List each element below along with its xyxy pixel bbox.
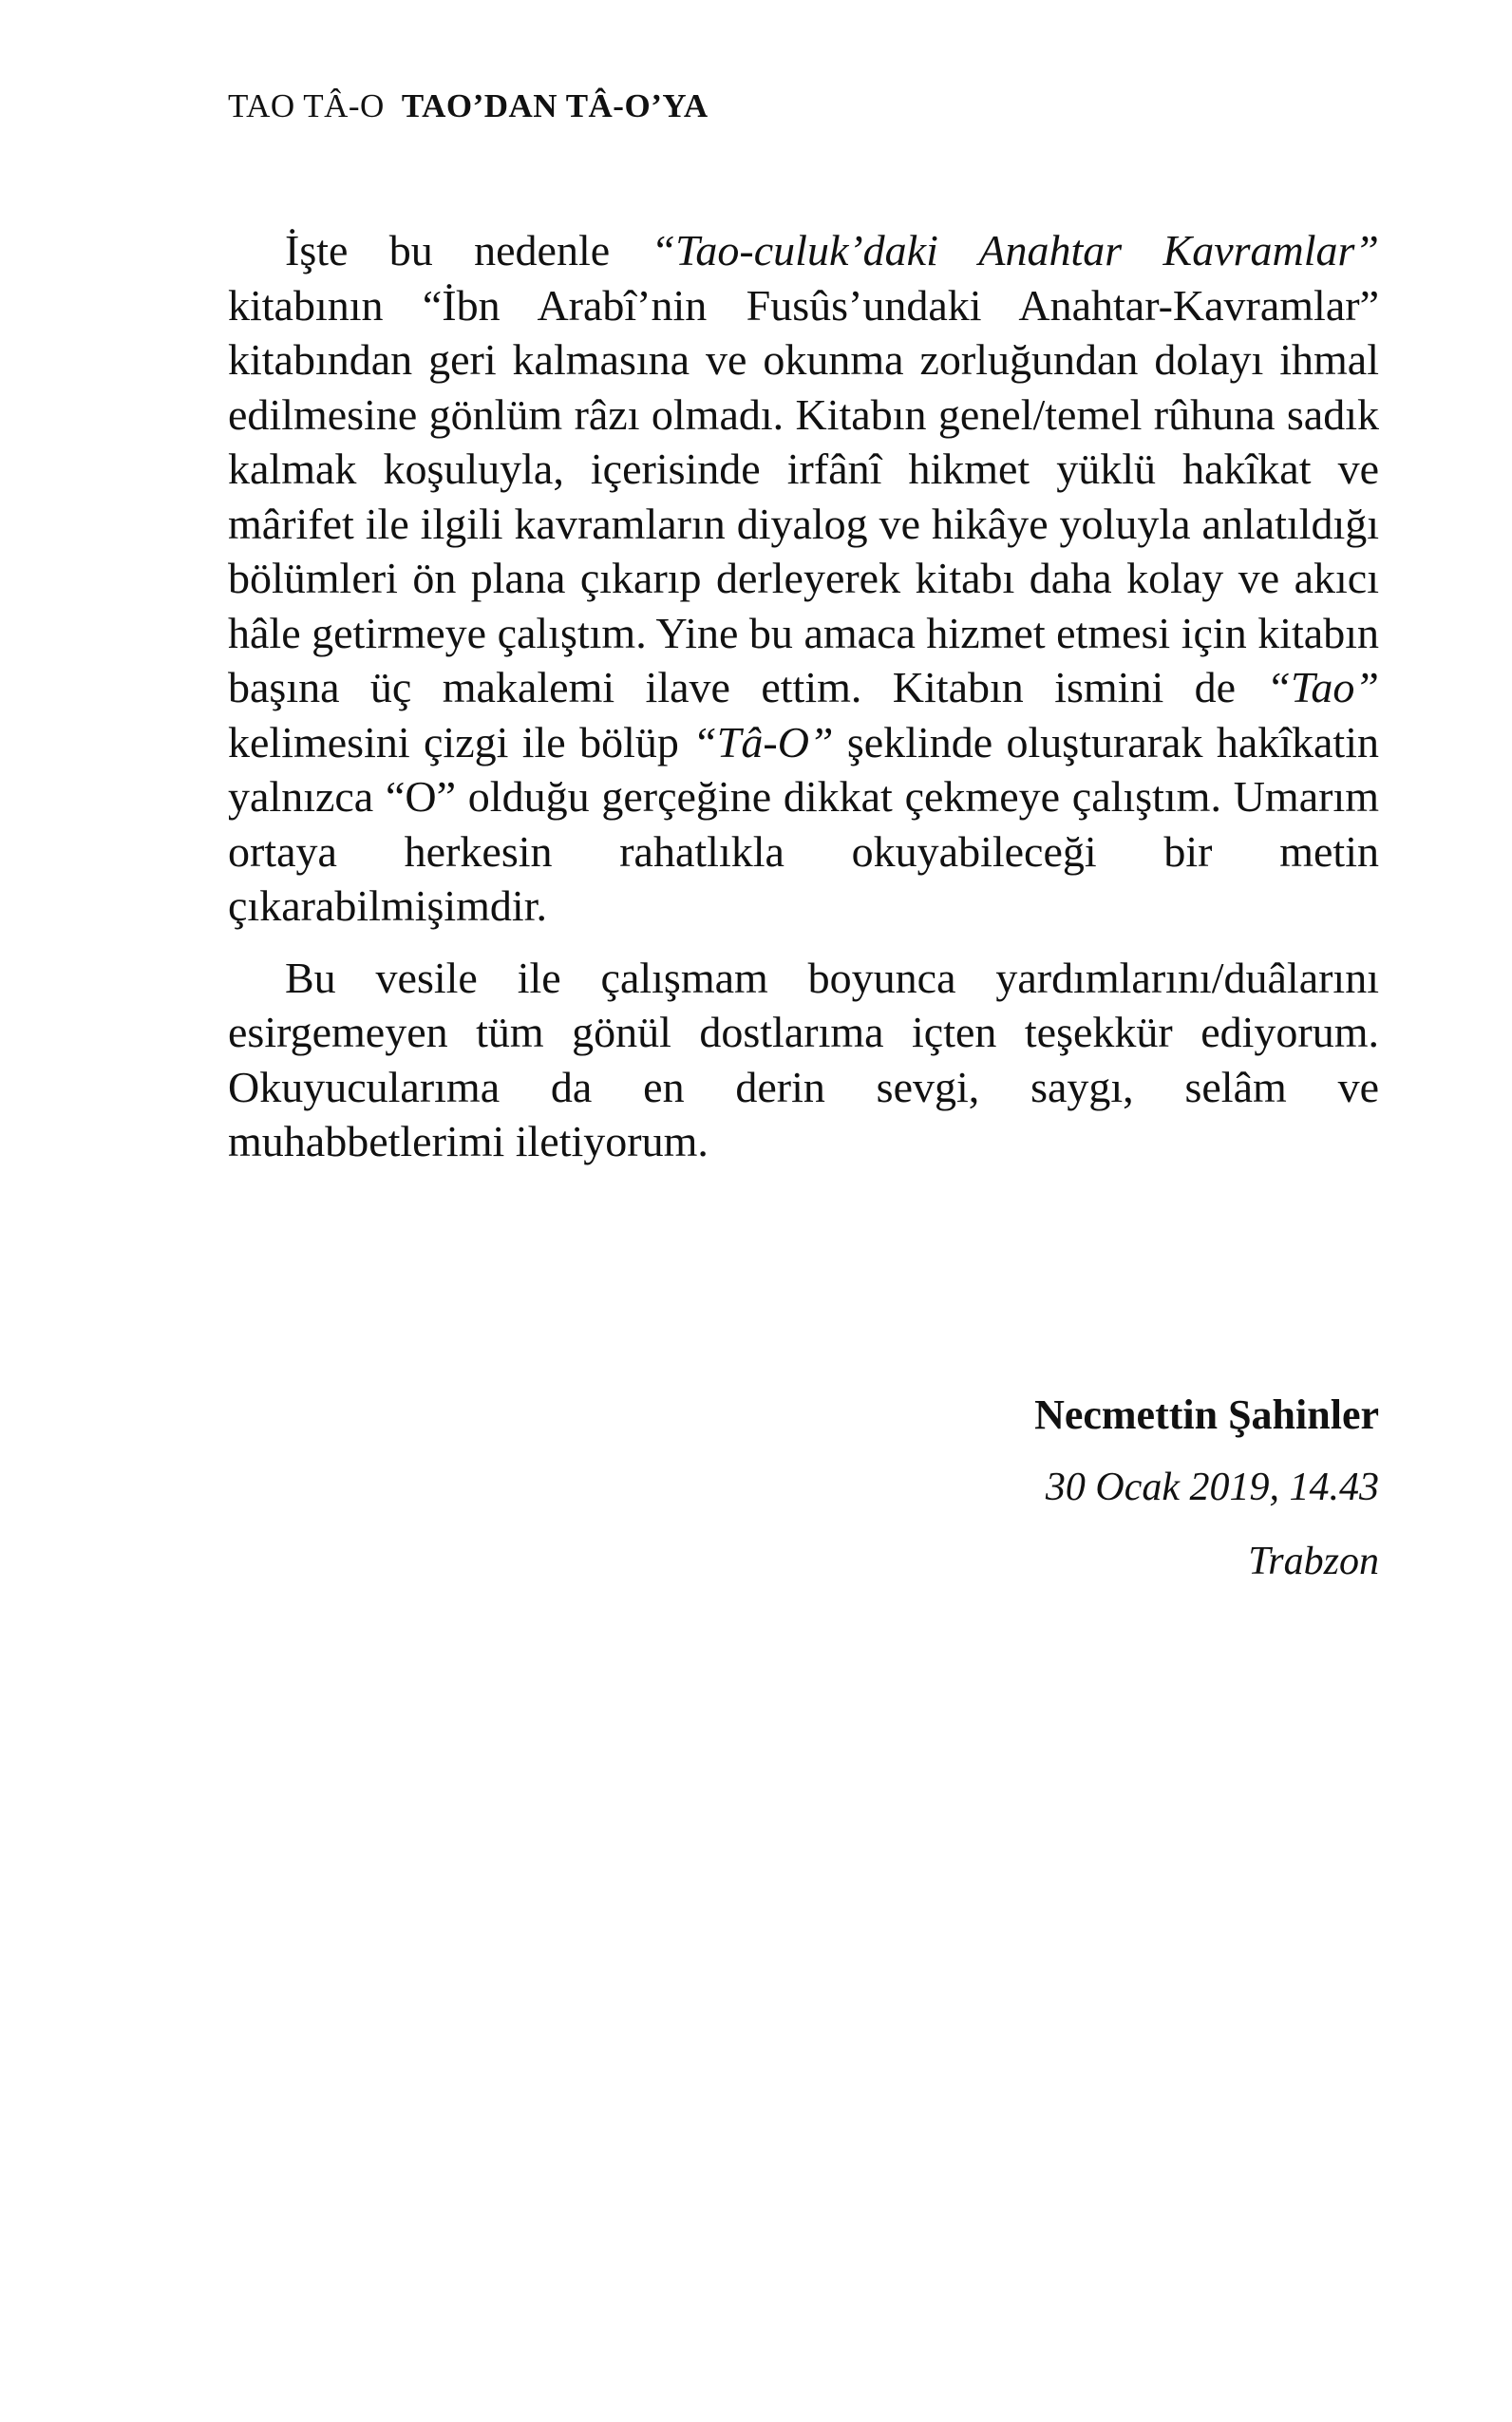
tao-word: “Tao” — [1266, 663, 1379, 711]
paragraph-1-part-1: İşte bu nedenle — [285, 226, 652, 274]
chapter-title: TAO’DAN TÂ-O’YA — [401, 87, 709, 124]
paragraph-1-part-3: kitabının “İbn Arabî’nin Fusûs’undaki Anahtar-Kavramlar” kitabından geri kalmasına ve okunma zorluğundan dolayı ihmal edilmesine gönlüm râzı olmadı. Kitabın genel/temel rûhuna sadık kalmak koşuluyla, içerisinde irfânî hikmet yüklü hakîkat ve mârifet ile ilgili kavramların diyalog ve hikâye yoluyla anlatıldığı bölümleri ön plana çıkarıp derleyerek kitabı daha kolay ve akıcı hâle getirmeye çalıştım. Yine bu amaca hizmet etmesi için kitabın başına üç makalemi ilave ettim. Kitabın ismini de — [228, 280, 1379, 711]
book-title: TAO TÂ-O — [228, 87, 385, 124]
paragraph-2: Bu vesile ile çalışmam boyunca yardımlarını/duâlarını esirgemeyen tüm gönül dostlarıma içten teşekkür ediyorum. Okuyucularıma da en derin sevgi, saygı, selâm ve muhabbetlerimi iletiyorum. — [228, 953, 1379, 1165]
ta-o-word: “Tâ-O” — [692, 717, 834, 766]
signature-place: Trabzon — [1248, 1540, 1379, 1583]
author-name: Necmettin Şahinler — [1034, 1391, 1379, 1438]
body-text — [228, 223, 1379, 1186]
book-title-reference: “Tao-culuk’daki Anahtar Kavramlar” — [651, 226, 1379, 274]
signature-block — [1034, 1387, 1379, 1609]
signature-date: 30 Ocak 2019, 14.43 — [1045, 1466, 1379, 1509]
paragraph-1-part-7: şeklinde oluşturarak hakîkatin yalnızca “O” olduğu gerçeğine dikkat çekmeye çalıştım. Umarım ortaya herkesin rahatlıkla okuyabileceği bir metin çıkarabilmişimdir. — [228, 717, 1379, 930]
paragraph-1-part-5: kelimesini çizgi ile bölüp — [228, 717, 693, 766]
running-header — [228, 87, 709, 125]
paragraph-1 — [228, 223, 1379, 934]
